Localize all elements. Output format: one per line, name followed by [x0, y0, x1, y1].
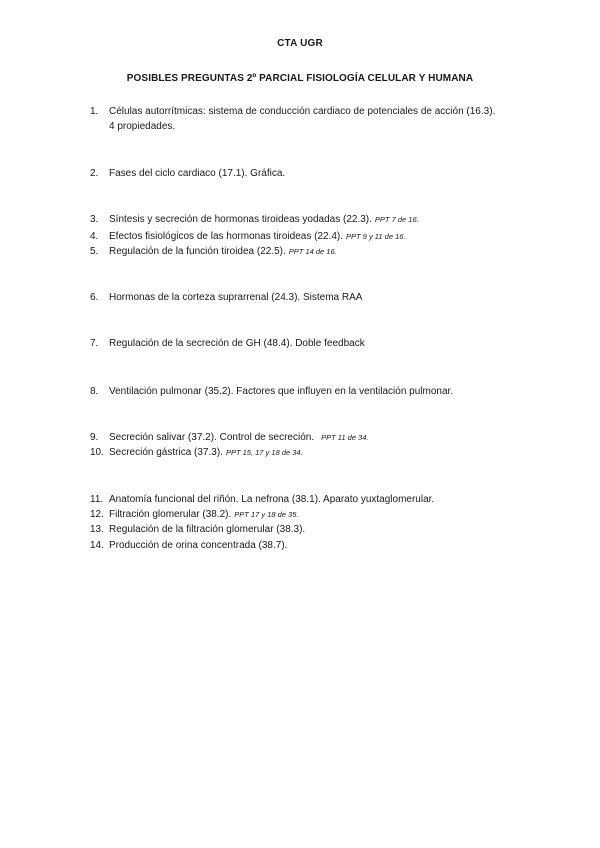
ppt-reference: PPT 9 y 11 de 16.: [346, 232, 406, 241]
question-number: 14.: [90, 540, 104, 551]
question-number: 13.: [90, 524, 104, 535]
question-item: [90, 336, 540, 351]
question-item: [90, 522, 540, 537]
question-item: [90, 384, 540, 399]
question-item: [90, 212, 540, 227]
question-item: [90, 244, 540, 259]
question-text: Anatomía funcional del riñón. La nefrona (38.1). Aparato yuxtaglomerular.: [109, 494, 435, 505]
question-text: Células autorrítmicas: sistema de conducción cardiaco de potenciales de acción (16.3).: [109, 106, 496, 117]
question-text: Fases del ciclo cardiaco (17.1). Gráfica.: [109, 168, 286, 179]
question-number: 6.: [90, 292, 99, 303]
question-item: [90, 166, 540, 181]
ppt-reference: PPT 15, 17 y 18 de 34.: [225, 448, 303, 457]
question-number: 5.: [90, 246, 99, 257]
question-text: Efectos fisiológicos de las hormonas tiroideas (22.4).: [109, 231, 344, 242]
ppt-reference: PPT 17 y 18 de 35.: [234, 510, 299, 519]
question-number: 2.: [90, 168, 99, 179]
ppt-reference: PPT 14 de 16.: [288, 247, 337, 256]
question-item: [90, 229, 540, 244]
question-text: Secreción salivar (37.2). Control de secreción.: [109, 432, 315, 443]
question-number: 1.: [90, 106, 99, 117]
document-title: POSIBLES PREGUNTAS 2º PARCIAL FISIOLOGÍA CELULAR Y HUMANA: [126, 73, 474, 84]
question-text: Filtración glomerular (38.2).: [109, 509, 232, 520]
question-text: Ventilación pulmonar (35.2). Factores que influyen en la ventilación pulmonar.: [109, 386, 454, 397]
question-item: [90, 104, 540, 134]
question-text: Secreción gástrica (37.3).: [109, 447, 223, 458]
question-text: Hormonas de la corteza suprarrenal (24.3). Sistema RAA: [109, 292, 363, 303]
question-text: Producción de orina concentrada (38.7).: [109, 540, 288, 551]
question-item: [90, 492, 540, 507]
question-item: [90, 445, 540, 460]
question-number: 4.: [90, 231, 99, 242]
ppt-reference: PPT 11 de 34.: [321, 433, 369, 442]
question-number: 9.: [90, 432, 99, 443]
question-number: 3.: [90, 214, 99, 225]
question-item: [90, 430, 540, 445]
question-item: [90, 538, 540, 553]
question-text: Regulación de la función tiroidea (22.5).: [109, 246, 286, 257]
question-number: 10.: [90, 447, 104, 458]
question-text-continued: 4 propiedades.: [109, 121, 176, 132]
question-item: [90, 507, 540, 522]
question-text: Regulación de la secreción de GH (48.4). Doble feedback: [109, 338, 365, 349]
question-number: 12.: [90, 509, 104, 520]
question-text: Síntesis y secreción de hormonas tiroideas yodadas (22.3).: [109, 214, 372, 225]
question-number: 7.: [90, 338, 99, 349]
header-org: CTA UGR: [277, 38, 323, 49]
question-text: Regulación de la filtración glomerular (38.3).: [109, 524, 306, 535]
question-number: 11.: [90, 494, 104, 505]
question-item: [90, 290, 540, 305]
question-number: 8.: [90, 386, 99, 397]
ppt-reference: PPT 7 de 16.: [374, 215, 419, 224]
